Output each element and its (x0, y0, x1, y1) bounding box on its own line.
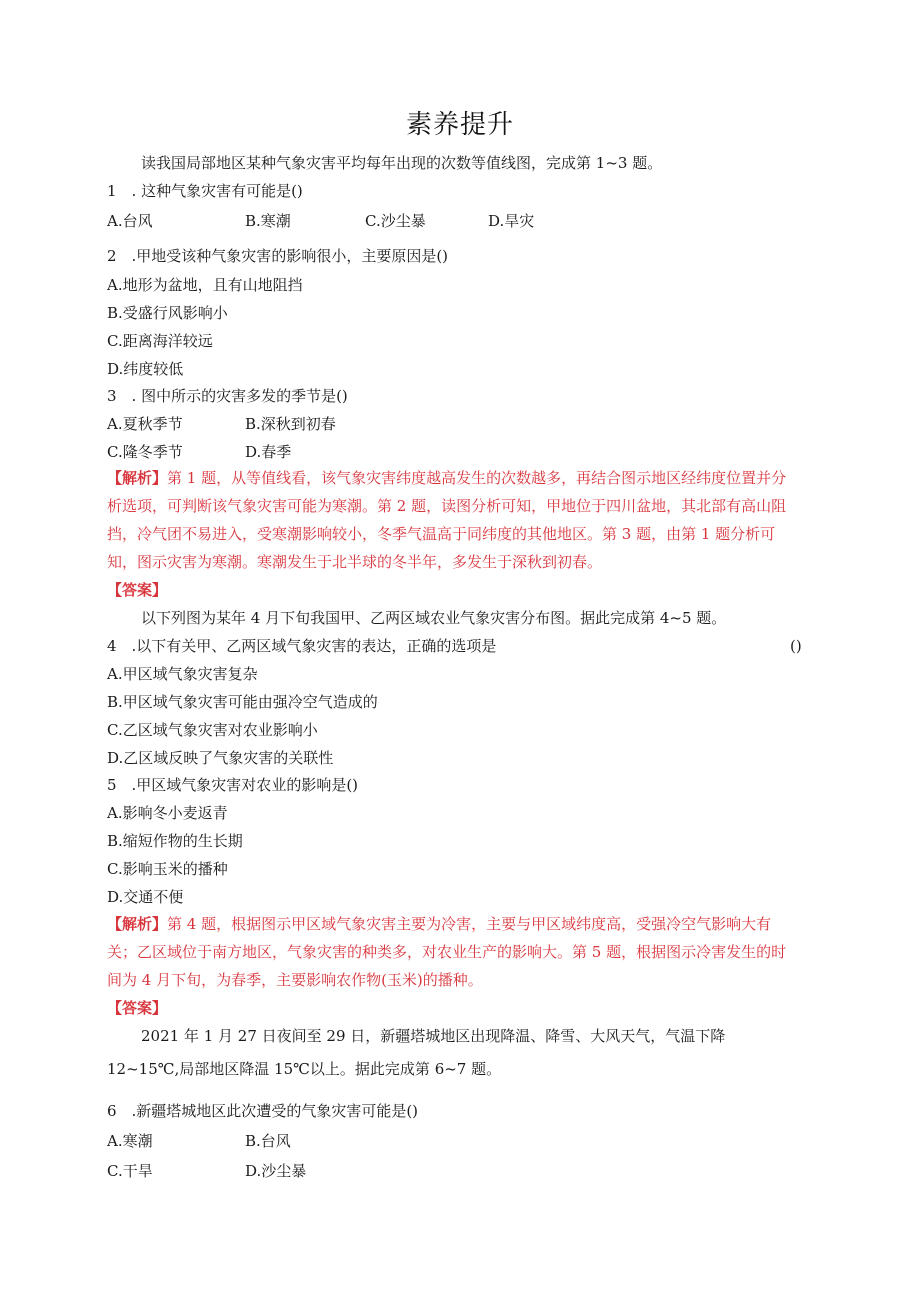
answer-tag-2: 【答案】 (107, 999, 168, 1017)
q5-option-b: B.缩短作物的生长期 (107, 832, 243, 850)
q6-option-a: A.寒潮 (107, 1132, 153, 1150)
q5-option-a: A.影响冬小麦返青 (107, 804, 228, 822)
analysis-1-line-4: 知，图示灾害为寒潮。寒潮发生于北半球的冬半年，多发生于深秋到初春。 (107, 553, 603, 571)
q1-option-b: B.寒潮 (245, 212, 291, 230)
question-6: 6 .新疆塔城地区此次遭受的气象灾害可能是() (107, 1102, 419, 1120)
q3-option-a: A.夏秋季节 (107, 415, 183, 433)
analysis-2-line-2: 关；乙区域位于南方地区，气象灾害的种类多，对农业生产的影响大。第 5 题，根据图示冷害发生的时 (107, 943, 787, 961)
answer-tag-1: 【答案】 (107, 581, 168, 599)
question-5: 5 .甲区域气象灾害对农业的影响是() (107, 776, 359, 794)
analysis-1-line-2: 析选项，可判断该气象灾害可能为寒潮。第 2 题，读图分析可知，甲地位于四川盆地，其北部有高山阻 (107, 497, 787, 515)
question-1: 1 . 这种气象灾害有可能是() (107, 182, 303, 200)
question-4-blank: () (790, 637, 802, 655)
analysis-tag: 【解析】 (107, 915, 168, 933)
q4-option-a: A.甲区域气象灾害复杂 (107, 665, 258, 683)
q2-option-d: D.纬度较低 (107, 360, 184, 378)
analysis-1-line-1: 【解析】第 1 题，从等值线看，该气象灾害纬度越高发生的次数越多，再结合图示地区经纬度位置并分 (107, 469, 787, 487)
q4-option-c: C.乙区域气象灾害对农业影响小 (107, 721, 318, 739)
intro-2: 以下列图为某年 4 月下旬我国甲、乙两区域农业气象灾害分布图。据此完成第 4~5 题。 (141, 609, 727, 627)
page-title: 素养提升 (405, 110, 514, 140)
analysis-tag: 【解析】 (107, 469, 168, 487)
q1-option-a: A.台风 (107, 212, 153, 230)
question-3: 3 . 图中所示的灾害多发的季节是() (107, 387, 348, 405)
q3-option-c: C.隆冬季节 (107, 443, 183, 461)
q1-option-d: D.旱灾 (488, 212, 535, 230)
q4-option-b: B.甲区域气象灾害可能由强冷空气造成的 (107, 693, 378, 711)
q1-option-c: C.沙尘暴 (365, 212, 426, 230)
question-2: 2 .甲地受该种气象灾害的影响很小，主要原因是() (107, 247, 449, 265)
q2-option-b: B.受盛行风影响小 (107, 304, 228, 322)
q6-option-c: C.干旱 (107, 1162, 153, 1180)
q3-option-d: D.春季 (245, 443, 292, 461)
q6-option-d: D.沙尘暴 (245, 1162, 307, 1180)
q5-option-c: C.影响玉米的播种 (107, 860, 228, 878)
q2-option-a: A.地形为盆地，且有山地阻挡 (107, 276, 303, 294)
intro-1: 读我国局部地区某种气象灾害平均每年出现的次数等值线图，完成第 1~3 题。 (141, 154, 663, 172)
analysis-2-line-1: 【解析】第 4 题，根据图示甲区域气象灾害主要为冷害，主要与甲区域纬度高，受强冷空气影响大有 (107, 915, 772, 933)
q6-option-b: B.台风 (245, 1132, 291, 1150)
q3-option-b: B.深秋到初春 (245, 415, 336, 433)
q5-option-d: D.交通不便 (107, 888, 184, 906)
analysis-2-line-3: 间为 4 月下旬，为春季，主要影响农作物(玉米)的播种。 (107, 971, 483, 989)
question-4: 4 .以下有关甲、乙两区域气象灾害的表达，正确的选项是 (107, 637, 497, 655)
q2-option-c: C.距离海洋较远 (107, 332, 213, 350)
analysis-1-line-3: 挡，冷气团不易进入，受寒潮影响较小，冬季气温高于同纬度的其他地区。第 3 题，由第 1 题分析可 (107, 525, 776, 543)
intro-3-line-1: 2021 年 1 月 27 日夜间至 29 日，新疆塔城地区出现降温、降雪、大风天气，气温下降 (141, 1027, 726, 1045)
q4-option-d: D.乙区域反映了气象灾害的关联性 (107, 749, 334, 767)
intro-3-line-2: 12~15℃,局部地区降温 15℃以上。据此完成第 6~7 题。 (107, 1060, 502, 1078)
